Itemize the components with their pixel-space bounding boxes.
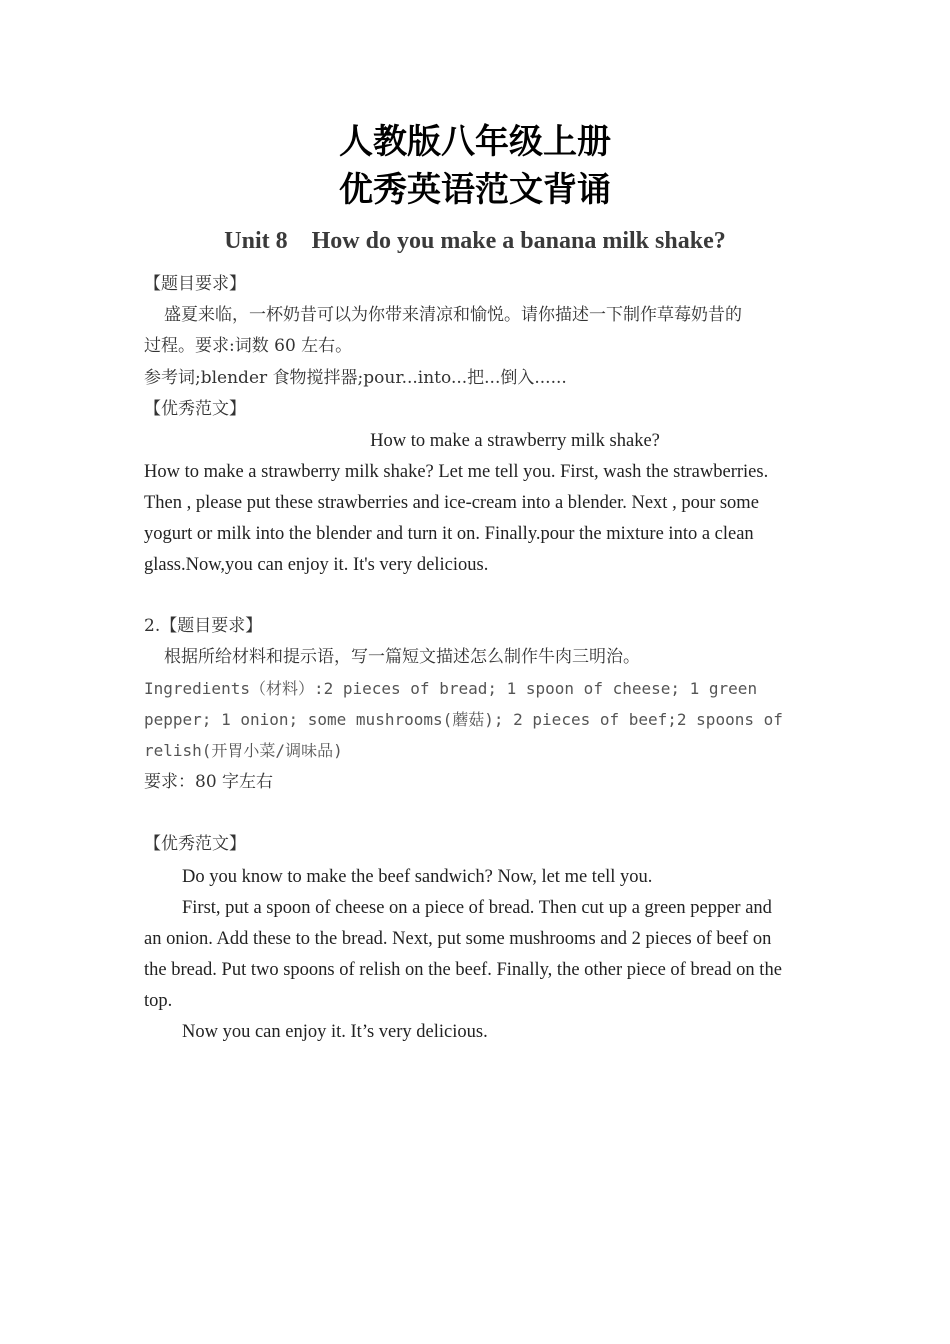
section2-essay-line: Do you know to make the beef sandwich? Now, let me tell you. [182, 867, 653, 887]
section1-reference-words: 参考词;blender 食物搅拌器;pour...into...把...倒入...... [144, 368, 567, 388]
section2-essay-line: First, put a spoon of cheese on a piece of bread. Then cut up a green pepper and [182, 898, 772, 918]
section1-essay-title: How to make a strawberry milk shake? [370, 431, 660, 451]
document-title-line1: 人教版八年级上册 [339, 122, 611, 162]
section1-essay-line: Then , please put these strawberries and ice-cream into a blender. Next , pour some [144, 493, 759, 513]
section2-requirement-line1: 根据所给材料和提示语，写一篇短文描述怎么制作牛肉三明治。 [164, 647, 640, 667]
section2-sample-heading: 【优秀范文】 [144, 834, 246, 854]
section2-essay-line: top. [144, 991, 173, 1011]
unit-title: Unit 8 How do you make a banana milk shake? [224, 228, 726, 254]
section1-essay-line: glass.Now,you can enjoy it. It's very delicious. [144, 555, 489, 575]
section2-essay-line: the bread. Put two spoons of relish on the beef. Finally, the other piece of bread on the [144, 960, 782, 980]
section1-requirement-line2: 过程。要求:词数 60 左右。 [144, 336, 353, 356]
section2-ingredients-line: relish(开胃小菜/调味品) [144, 741, 343, 760]
section2-word-requirement: 要求：80 字左右 [144, 772, 274, 792]
section1-essay-line: yogurt or milk into the blender and turn it on. Finally.pour the mixture into a clean [144, 524, 754, 544]
section1-requirement-line1: 盛夏来临，一杯奶昔可以为你带来清凉和愉悦。请你描述一下制作草莓奶昔的 [164, 305, 742, 325]
section2-requirement-heading: 2.【题目要求】 [144, 616, 263, 636]
section2-essay-line: Now you can enjoy it. It’s very delicious. [182, 1022, 488, 1042]
section2-ingredients-line: Ingredients（材料）:2 pieces of bread; 1 spoon of cheese; 1 green [144, 679, 758, 698]
document-title-line2: 优秀英语范文背诵 [339, 170, 611, 210]
section2-essay-line: an onion. Add these to the bread. Next, put some mushrooms and 2 pieces of beef on [144, 929, 772, 949]
section1-essay-line: How to make a strawberry milk shake? Let me tell you. First, wash the strawberries. [144, 462, 769, 482]
section2-ingredients-line: pepper; 1 onion; some mushrooms(蘑菇); 2 pieces of beef;2 spoons of [144, 710, 783, 729]
section1-requirement-heading: 【题目要求】 [144, 274, 246, 294]
section1-sample-heading: 【优秀范文】 [144, 399, 246, 419]
